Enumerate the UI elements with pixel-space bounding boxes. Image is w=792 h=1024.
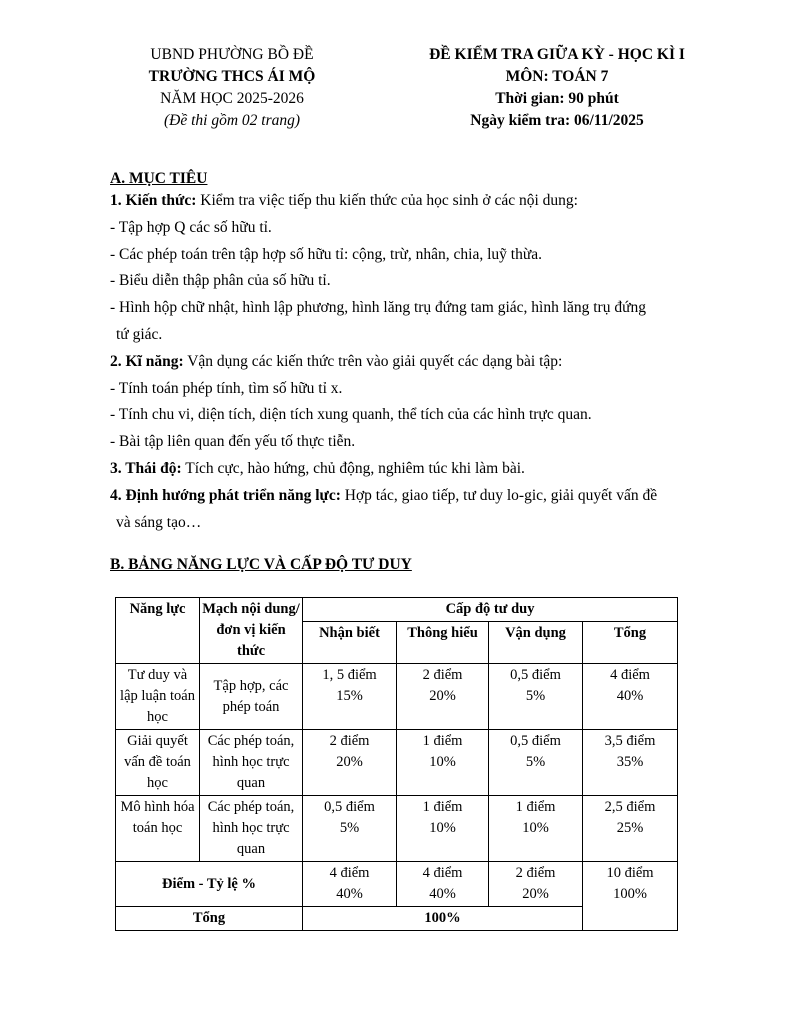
- skill-item: - Bài tập liên quan đến yếu tố thực tiễn.: [110, 433, 356, 451]
- header-mach: Mạch nội dung/ đơn vị kiến thức: [200, 598, 303, 664]
- cell-mach: Tập hợp, các phép toán: [200, 664, 303, 730]
- cell-tong: 2,5 điểm 25%: [583, 796, 678, 862]
- cell-vandung: 0,5 điểm 5%: [489, 730, 583, 796]
- table-row: [116, 796, 678, 862]
- cell-diem-thonghieu: 4 điểm 40%: [397, 862, 489, 907]
- orientation-line-cont: và sáng tạo…: [116, 513, 202, 531]
- cell-tong-value: 100%: [303, 907, 583, 931]
- cell-mach: Các phép toán, hình học trực quan: [200, 796, 303, 862]
- header-vandung: Vận dụng: [489, 622, 583, 664]
- table-row: [116, 730, 678, 796]
- cell-diem-vandung: 2 điểm 20%: [489, 862, 583, 907]
- skill-item: - Tính chu vi, diện tích, diện tích xung quanh, thể tích của các hình trực quan.: [110, 406, 592, 424]
- cell-nhanbiet: 2 điểm 20%: [303, 730, 397, 796]
- header-capdo: Cấp độ tư duy: [303, 598, 678, 622]
- knowledge-item: - Tập hợp Q các số hữu tỉ.: [110, 218, 272, 236]
- section-b-title: B. BẢNG NĂNG LỰC VÀ CẤP ĐỘ TƯ DUY: [110, 556, 412, 573]
- cell-diem-nhanbiet: 4 điểm 40%: [303, 862, 397, 907]
- table-row: [116, 664, 678, 730]
- knowledge-item: - Các phép toán trên tập hợp số hữu tỉ: cộng, trừ, nhân, chia, luỹ thừa.: [110, 245, 542, 263]
- header-thonghieu: Thông hiểu: [397, 622, 489, 664]
- table-row-diem: [116, 862, 678, 907]
- school-year: NĂM HỌC 2025-2026: [160, 90, 304, 107]
- exam-date: Ngày kiểm tra: 06/11/2025: [470, 112, 644, 129]
- ward-name: UBND PHƯỜNG BỒ ĐỀ: [150, 46, 314, 63]
- cell-nangluc: Tư duy và lập luận toán học: [116, 664, 200, 730]
- header-left: [112, 44, 352, 132]
- cell-tong-label: Tổng: [116, 907, 303, 931]
- cell-thonghieu: 2 điểm 20%: [397, 664, 489, 730]
- header-right: [398, 44, 716, 132]
- subject: MÔN: TOÁN 7: [505, 68, 609, 85]
- school-name: TRƯỜNG THCS ÁI MỘ: [148, 68, 316, 85]
- skill-line: 2. Kĩ năng: Vận dụng các kiến thức trên vào giải quyết các dạng bài tập:: [110, 352, 563, 370]
- knowledge-line: 1. Kiến thức: Kiểm tra việc tiếp thu kiến thức của học sinh ở các nội dung:: [110, 192, 578, 209]
- orientation-line: 4. Định hướng phát triển năng lực: Hợp tác, giao tiếp, tư duy lo-gic, giải quyết vấn đề: [110, 486, 658, 504]
- cell-mach: Các phép toán, hình học trực quan: [200, 730, 303, 796]
- section-a-body: [110, 188, 710, 536]
- knowledge-item-cont: tứ giác.: [116, 325, 163, 343]
- knowledge-item: - Hình hộp chữ nhật, hình lập phương, hình lăng trụ đứng tam giác, hình lăng trụ đứng: [110, 299, 646, 317]
- cell-vandung: 0,5 điểm 5%: [489, 664, 583, 730]
- table-header-row: [116, 598, 678, 622]
- duration: Thời gian: 90 phút: [495, 90, 619, 107]
- cell-tong: 4 điểm 40%: [583, 664, 678, 730]
- cell-thonghieu: 1 điểm 10%: [397, 796, 489, 862]
- cell-tong: 3,5 điểm 35%: [583, 730, 678, 796]
- cell-nangluc: Mô hình hóa toán học: [116, 796, 200, 862]
- cell-thonghieu: 1 điểm 10%: [397, 730, 489, 796]
- section-a-title: A. MỤC TIÊU: [110, 170, 208, 187]
- exam-title: ĐỀ KIỂM TRA GIỮA KỲ - HỌC KÌ I: [429, 46, 685, 63]
- cell-diem-tong: 10 điểm 100%: [583, 862, 678, 931]
- header-tong: Tổng: [583, 622, 678, 664]
- skill-item: - Tính toán phép tính, tìm số hữu tỉ x.: [110, 379, 343, 397]
- attitude-line: 3. Thái độ: Tích cực, hào hứng, chủ động, nghiêm túc khi làm bài.: [110, 459, 525, 477]
- header-nangluc: Năng lực: [116, 598, 200, 664]
- cell-nhanbiet: 1, 5 điểm 15%: [303, 664, 397, 730]
- cell-nangluc: Giải quyết vấn đề toán học: [116, 730, 200, 796]
- knowledge-item: - Biểu diễn thập phân của số hữu tỉ.: [110, 272, 331, 290]
- competency-table: [115, 597, 678, 931]
- page-count-note: (Đề thi gồm 02 trang): [163, 112, 301, 129]
- cell-diem-label: Điểm - Tỷ lệ %: [116, 862, 303, 907]
- cell-vandung: 1 điểm 10%: [489, 796, 583, 862]
- header-nhanbiet: Nhận biết: [303, 622, 397, 664]
- cell-nhanbiet: 0,5 điểm 5%: [303, 796, 397, 862]
